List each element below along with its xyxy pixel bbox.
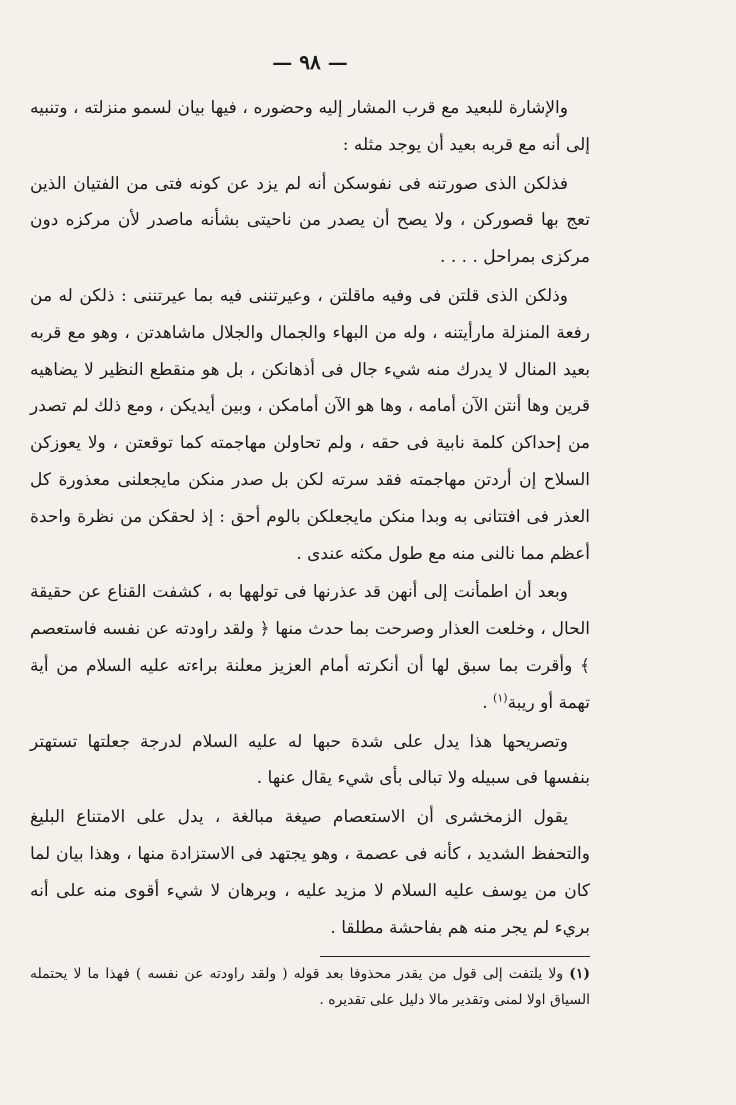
footnote xyxy=(30,961,590,1013)
document-page xyxy=(30,50,590,1013)
paragraph-3: وذلكن الذى قلتن فى وفيه ماقلتن ، وعيرتننى فيه بما عيرتننى : ذلكن له من رفعة المنزلة مارأيتنه ، وله من البهاء والجمال والجلال ماشاهدتن ، وهو مع قربه بعيد المنال لا يدرك منه شيء جال فى أذهانكن ، بل هو منقطع النظير لا يضاهيه قرين وها أنتن الآن أمامه ، وها هو الآن أمامكن ، وبين أيديكن ، ومع ذلك لم تصدر من إحداكن كلمة نابية فى حقه ، ولم تحاولن مهاجمته كما توقعتن ، ولا يعوزكن السلاح إن أردتن مهاجمته فقد سرته لكن بل صدر منكن مايجعلنى معذورة كل العذر فى افتتانى به وبدا منكن مايجعلكن بالوم أحق : إذ لحقكن من نظرة واحدة أعظم مما نالنى منه مع طول مكثه عندى . xyxy=(30,285,590,564)
footnote-reference[interactable]: (١) xyxy=(493,691,508,705)
paragraph-4-end: . xyxy=(482,692,494,713)
paragraph-6: يقول الزمخشرى أن الاستعصام صيغة مبالغة ، يدل على الامتناع البليغ والتحفظ الشديد ، كأنه فى عصمة ، وهو يجتهد فى الاستزادة منها ، وهذا بيان لما كان من يوسف عليه السلام لا مزيد عليه ، وبرهان لا شيء أقوى منه على أنه بريء لم يجر منه هم بفاحشة مطلقا . xyxy=(30,807,590,938)
page-number: — ٩٨ — xyxy=(272,50,348,74)
paragraph-4 xyxy=(30,574,590,721)
paragraph-5: وتصريحها هذا يدل على شدة حبها له عليه السلام لدرجة جعلتها تستهتر بنفسها فى سبيله ولا تبالى بأى شيء يقال عنها . xyxy=(30,731,590,789)
footnote-number: (١) xyxy=(569,966,590,983)
footnote-text: ولا يلتفت إلى قول من يقدر محذوفا بعد قوله ( ولقد راودته عن نفسه ) فهذا ما لا يحتمله السياق اولا لمنى وتقدير مالا دليل على تقديره . xyxy=(30,966,590,1009)
paragraph-1: والإشارة للبعيد مع قرب المشار إليه وحضوره ، فيها بيان لسمو منزلته ، وتنبيه إلى أنه مع قربه بعيد أن يوجد مثله : xyxy=(30,98,590,155)
paragraph-4-text: وبعد أن اطمأنت إلى أنهن قد عذرنها فى تولهها به ، كشفت القناع عن حقيقة الحال ، وخلعت العذار وصرحت بما حدث منها ﴿ ولقد راودته عن نفسه فاستعصم ﴾ وأقرت بما سبق لها أن أنكرته أمام العزيز معلنة براءته عليه السلام من أية تهمة أو ريبة xyxy=(30,582,590,713)
body-text xyxy=(30,90,590,946)
paragraph-2: فذلكن الذى صورتنه فى نفوسكن أنه لم يزد عن كونه فتى من الفتيان الذين تعج بها قصوركن ، ولا يصح أن يصدر من ناحيتى بشأنه ماصدر لأن مركزه دون مركزى بمراحل . . . . xyxy=(30,173,590,268)
footnote-divider xyxy=(320,956,590,957)
